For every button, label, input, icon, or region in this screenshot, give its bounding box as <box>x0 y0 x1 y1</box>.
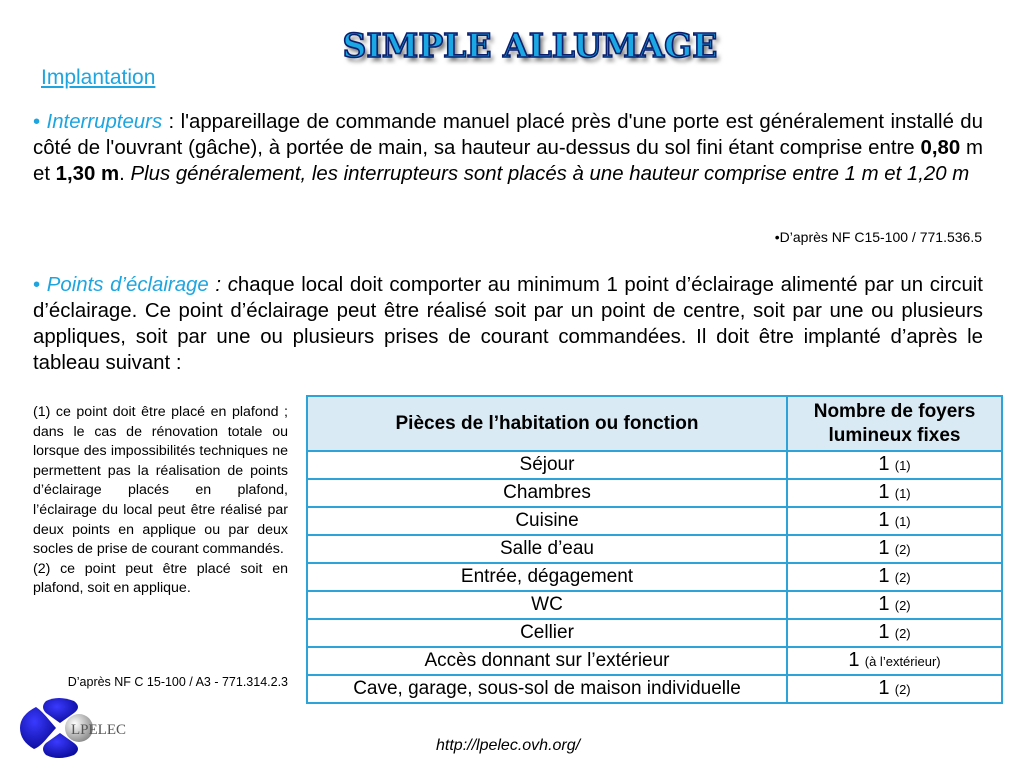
count-cell <box>787 479 1002 507</box>
count-cell <box>787 675 1002 703</box>
lighting-table <box>306 395 1003 704</box>
page-title: SIMPLE ALLUMAGE <box>342 26 718 65</box>
table-row <box>307 507 1002 535</box>
piece-cell: Chambres <box>307 479 787 507</box>
count-value: 1 <box>878 537 890 559</box>
count-cell <box>787 535 1002 563</box>
count-value: 1 <box>878 593 890 615</box>
count-cell <box>787 619 1002 647</box>
reference-interrupteurs: •D’après NF C15-100 / 771.536.5 <box>774 229 982 245</box>
footnotes <box>33 403 288 599</box>
table-header-row <box>307 396 1002 451</box>
section-heading: Implantation <box>41 66 156 89</box>
count-value: 1 <box>878 621 890 643</box>
count-note: (2) <box>894 570 911 585</box>
count-note: (2) <box>894 542 911 557</box>
count-cell <box>787 451 1002 479</box>
count-note: (2) <box>894 598 911 613</box>
piece-cell: Entrée, dégagement <box>307 563 787 591</box>
piece-cell: Salle d’eau <box>307 535 787 563</box>
count-value: 1 <box>878 565 890 587</box>
min-height: 0,80 <box>920 137 961 159</box>
table-row <box>307 479 1002 507</box>
count-cell <box>787 591 1002 619</box>
table-row <box>307 619 1002 647</box>
column-header-piece: Pièces de l’habitation ou fonction <box>307 396 787 451</box>
piece-cell: Séjour <box>307 451 787 479</box>
count-note: (1) <box>894 486 911 501</box>
count-note: (1) <box>894 458 911 473</box>
lpelec-logo-icon <box>16 693 126 763</box>
bullet-icon: • <box>33 274 41 296</box>
points-label: Points d’éclairage <box>46 274 209 296</box>
count-value: 1 <box>848 649 860 671</box>
count-value: 1 <box>878 677 890 699</box>
piece-cell: WC <box>307 591 787 619</box>
footnote-1: (1) ce point doit être placé en plafond ; dans le cas de rénovation totale ou lorsque des impossibilités techniques ne permettent pas la réalisation de points d’éclairage placés en plafond, l’éclairage du local peut être réalisé par deux points en applique ou par deux socles de prise de courant commandés. <box>33 404 288 558</box>
table-row <box>307 647 1002 675</box>
interrupteurs-note: Plus généralement, les interrupteurs sont placés à une hauteur comprise entre 1 m et 1,20 m <box>130 163 970 185</box>
count-note: (à l’extérieur) <box>864 654 941 669</box>
count-cell <box>787 563 1002 591</box>
count-cell <box>787 647 1002 675</box>
interrupteurs-text-3: . <box>119 163 131 185</box>
interrupteurs-text-2: m et <box>33 137 984 185</box>
piece-cell: Cuisine <box>307 507 787 535</box>
count-note: (1) <box>894 514 911 529</box>
footer-url[interactable]: http://lpelec.ovh.org/ <box>436 737 581 754</box>
piece-cell: Cellier <box>307 619 787 647</box>
table-row <box>307 563 1002 591</box>
count-cell <box>787 507 1002 535</box>
table-row <box>307 675 1002 703</box>
bullet-icon: • <box>33 111 41 133</box>
interrupteurs-text: : l'appareillage de commande manuel placé près d'une porte est généralement installé du côté de l'ouvrant (gâche), à portée de main, sa hauteur au-dessus du sol fini étant comprise entre <box>33 111 983 159</box>
piece-cell: Accès donnant sur l’extérieur <box>307 647 787 675</box>
column-header-count: Nombre de foyers lumineux fixes <box>787 396 1002 451</box>
max-height: 1,30 m <box>55 163 120 185</box>
count-value: 1 <box>878 481 890 503</box>
count-value: 1 <box>878 509 890 531</box>
footnote-2: (2) ce point peut être placé soit en plafond, soit en applique. <box>33 560 288 597</box>
table-row <box>307 451 1002 479</box>
count-note: (2) <box>894 682 911 697</box>
piece-cell: Cave, garage, sous-sol de maison individuelle <box>307 675 787 703</box>
logo-text: LPELEC <box>71 722 126 738</box>
interrupteurs-label: Interrupteurs <box>46 111 163 133</box>
points-colon: : c <box>208 274 238 296</box>
count-note: (2) <box>894 626 911 641</box>
count-value: 1 <box>878 453 890 475</box>
table-row <box>307 535 1002 563</box>
points-text: haque local doit comporter au minimum 1 point d’éclairage alimenté par un circuit d’éclairage. Ce point d’éclairage peut être réalisé soit par un point de centre, soit par une ou plusieurs appliques, soit par une ou plusieurs prises de courant commandées. Il doit être implanté d’après le tableau suivant : <box>33 274 983 374</box>
table-row <box>307 591 1002 619</box>
reference-table: D’après NF C 15-100 / A3 - 771.314.2.3 <box>67 675 288 689</box>
interrupteurs-paragraph <box>33 109 983 187</box>
points-paragraph <box>33 272 983 376</box>
